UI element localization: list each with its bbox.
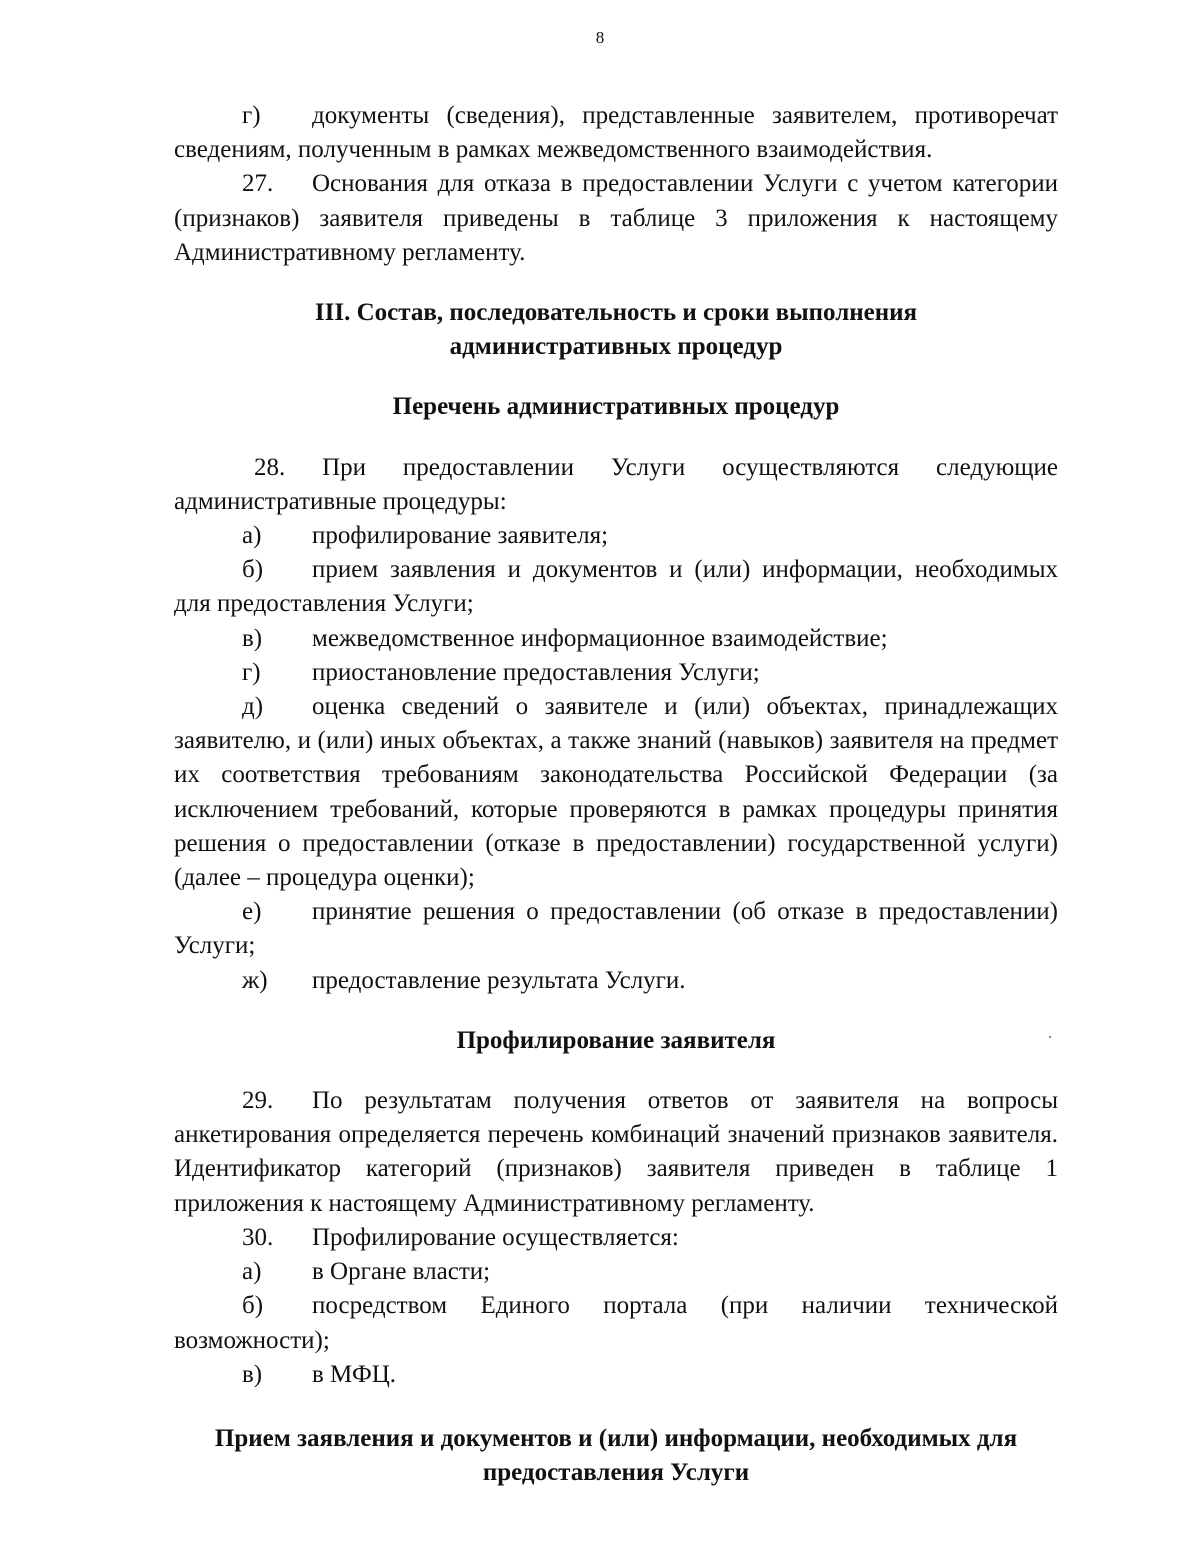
document-body [174,99,1058,1490]
item-text: оценка сведений о заявителе и (или) объектах, принадлежащих заявителю, и (или) иных объектах, а также знаний (навыков) заявителя на предмет их соответствия требованиям законодательства Российской Федерации (за исключением требований, которые проверяются в рамках процедуры принятия решения о предоставлении (отказе в предоставлении) государственной услуги) (далее – процедура оценки); [174,693,1058,892]
item-text: в МФЦ. [312,1360,397,1388]
item-g-paragraph [174,99,1058,167]
section-title [174,296,1058,364]
item-marker: а) [242,1258,262,1286]
list-item [174,964,1058,998]
item-marker: в) [242,624,263,652]
list-item [174,553,1058,621]
paragraph-27 [174,167,1058,270]
list-item [174,1358,1058,1392]
item-marker: б) [242,1292,264,1320]
item-marker: г) [242,102,261,129]
scan-speck [1049,1036,1051,1038]
profiling-title: Профилирование заявителя [456,1026,776,1054]
item-text: профилирование заявителя; [312,522,609,550]
page-number: 8 [595,28,605,47]
paragraph-28: 28. При предоставлении Услуги осуществляются следующие административные процедуры: [174,453,1058,515]
item-text: документы (сведения), представленные заявителем, противоречат сведениям, полученным в рамках межведомственного взаимодействия. [174,102,1058,164]
paragraph-text: По результатам получения ответов от заявителя на вопросы анкетирования определяется перечень комбинаций значений признаков заявителя. Идентификатор категорий (признаков) заявителя приведен в таблице 1 приложения к настоящему Административному регламенту. [174,1087,1058,1217]
paragraph-number: 30. [242,1223,274,1251]
list-item [174,656,1058,690]
item-text: принятие решения о предоставлении (об отказе в предоставлении) Услуги; [174,898,1058,960]
list-item [174,1289,1058,1357]
item-text: предоставление результата Услуги. [312,966,686,994]
item-marker: в) [242,1360,263,1388]
item-marker: ж) [242,966,268,994]
paragraph-29 [174,1084,1058,1221]
item-marker: б) [242,556,264,584]
section-title-line1: III. Состав, последовательность и сроки выполнения [314,299,918,327]
list-item [174,1255,1058,1289]
paragraph-text: Профилирование осуществляется: [312,1223,679,1251]
item-marker: е) [242,898,262,926]
list-item [174,690,1058,895]
item-text: в Органе власти; [312,1258,491,1286]
item-marker: д) [242,693,264,721]
item-marker: г) [242,658,261,686]
reception-title [174,1422,1058,1490]
paragraph-number: 29. [242,1087,274,1115]
list-item [174,622,1058,656]
item-text: прием заявления и документов и (или) информации, необходимых для предоставления Услуги; [174,556,1058,618]
reception-title-line1: Прием заявления и документов и (или) информации, необходимых для [214,1424,1018,1452]
paragraph-number: 27. [242,170,274,198]
list-item [174,895,1058,963]
item-text: посредством Единого портала (при наличии технической возможности); [174,1292,1058,1354]
item-text: межведомственное информационное взаимодействие; [312,624,888,652]
paragraph-text: Основания для отказа в предоставлении Услуги с учетом категории (признаков) заявителя приведены в таблице 3 приложения к настоящему Административному регламенту. [174,170,1058,266]
subsection-title: Перечень административных процедур [392,393,840,421]
item-text: приостановление предоставления Услуги; [312,658,760,686]
section-title-line2: административных процедур [449,333,783,361]
reception-title-line2: предоставления Услуги [482,1459,750,1487]
item-marker: а) [242,522,262,550]
paragraph-30 [174,1221,1058,1255]
list-item [174,519,1058,553]
